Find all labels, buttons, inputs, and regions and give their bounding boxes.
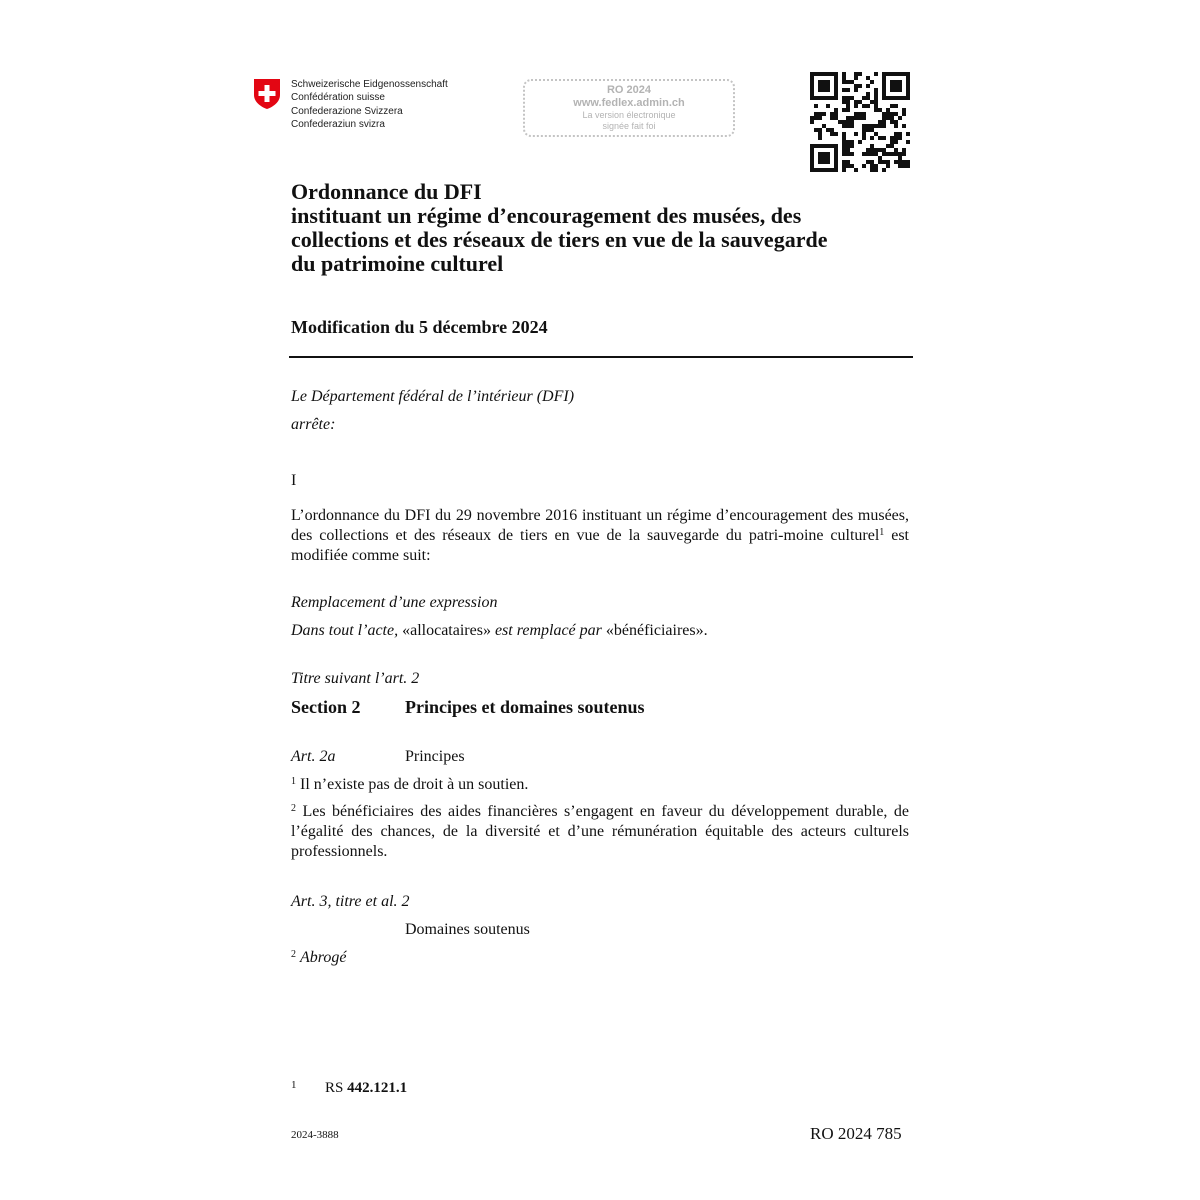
ro-reference: RO 2024 785 <box>810 1124 902 1143</box>
issuing-authority: Le Département fédéral de l’intérieur (DFI) <box>291 388 575 405</box>
paragraph-number: 1 <box>291 776 296 787</box>
footnote-prefix: RS <box>325 1080 348 1096</box>
title-divider <box>289 356 913 358</box>
replacement-paragraph <box>291 620 708 641</box>
article-3-paragraph-2 <box>291 947 347 968</box>
ordinance-title <box>291 180 911 276</box>
title-line: collections et des réseaux de tiers en vue de la sauvegarde <box>291 227 828 252</box>
section-title: Principes et domaines soutenus <box>405 697 645 717</box>
confederation-line: Confederaziun svizra <box>291 119 385 131</box>
replacement-new-term: «bénéficiaires». <box>601 622 708 639</box>
confederation-names <box>291 78 448 132</box>
replacement-old-term: «allocataires» <box>398 622 495 639</box>
footnote-text <box>325 1078 407 1099</box>
intro-text: L’ordonnance du DFI du 29 novembre 2016 instituant un régime d’encouragement des musées, des collections et des réseaux de tiers en vue de la sauvegarde du patri-moine culturel <box>291 507 909 544</box>
title-line: instituant un régime d’encouragement des musées, des <box>291 203 802 228</box>
article-2a-title: Principes <box>405 748 465 765</box>
paragraph-text: Il n’existe pas de droit à un soutien. <box>296 776 529 793</box>
intro-paragraph <box>291 506 909 566</box>
footnote-ref[interactable]: 1 <box>879 527 885 538</box>
document-number: 2024-3888 <box>291 1129 339 1141</box>
stamp-note-2: signée fait foi <box>602 121 656 131</box>
article-2a-paragraph-1 <box>291 774 528 795</box>
paragraph-number: 2 <box>291 803 296 814</box>
modification-date: Modification du 5 décembre 2024 <box>291 317 548 337</box>
electronic-signature-stamp <box>523 79 735 137</box>
title-line: du patrimoine culturel <box>291 251 504 276</box>
qr-code-icon <box>810 72 910 172</box>
stamp-note: La version électronique <box>582 110 676 120</box>
confederation-line: Schweizerische Eidgenossenschaft <box>291 79 448 90</box>
article-3-label: Art. 3, titre et al. 2 <box>291 893 410 910</box>
section-number: Section 2 <box>291 697 361 717</box>
article-2a-label: Art. 2a <box>291 748 336 765</box>
footnote-number: 1 <box>291 1079 297 1091</box>
stamp-ro: RO 2024 <box>606 84 652 96</box>
title-line: Ordonnance du DFI <box>291 179 482 204</box>
paragraph-text: Les bénéficiaires des aides financières s’engagent en faveur du développement durable, de l’égalité des chances, de la diversité et d’une rémunération équitable des acteurs culturels professionnels. <box>291 803 909 860</box>
paragraph-text: Abrogé <box>300 949 347 966</box>
part-number: I <box>291 472 297 489</box>
replacement-heading: Remplacement d’une expression <box>291 594 498 611</box>
decrees-text: arrête: <box>291 416 336 433</box>
footnote-reference: 442.121.1 <box>347 1080 408 1096</box>
swiss-coat-of-arms-icon <box>253 78 281 110</box>
stamp-url: www.fedlex.admin.ch <box>573 97 685 109</box>
paragraph-number: 2 <box>291 949 296 960</box>
replacement-text-1: Dans tout l’acte, <box>291 622 399 639</box>
article-3-title: Domaines soutenus <box>405 921 530 938</box>
replacement-text-2: est remplacé par <box>494 622 602 639</box>
title-after-heading: Titre suivant l’art. 2 <box>291 670 420 687</box>
confederation-line: Confédération suisse <box>291 92 385 104</box>
confederation-line: Confederazione Svizzera <box>291 105 403 117</box>
intro-end: est modifiée comme suit: <box>291 527 909 564</box>
article-2a-paragraph-2 <box>291 802 909 862</box>
